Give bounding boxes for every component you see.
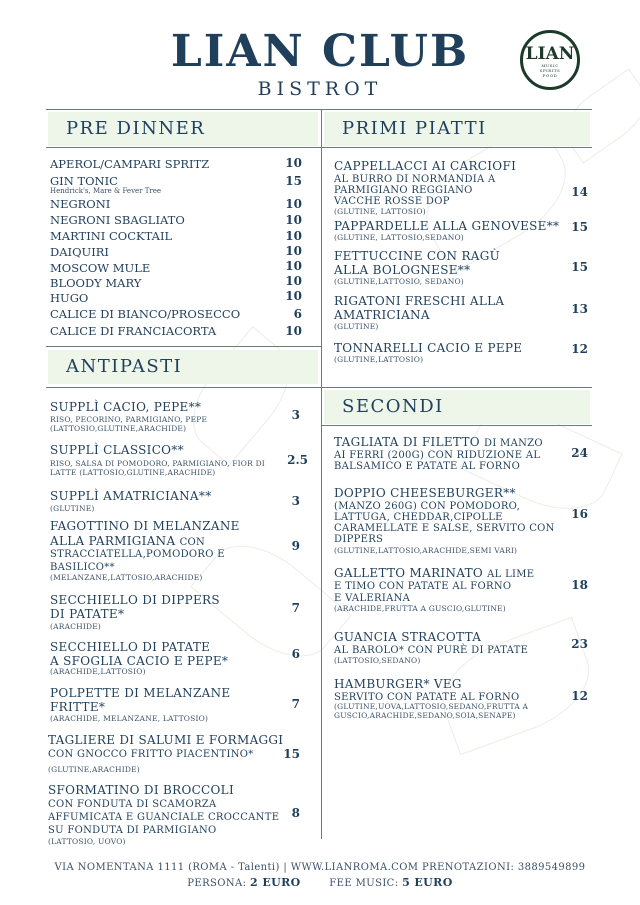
dish-price: 3 xyxy=(291,494,300,508)
leaf-decoration xyxy=(174,326,308,466)
logo-subtext: FOOD xyxy=(542,73,558,78)
dish-allergens: (GLUTINE) xyxy=(334,322,379,331)
dish-name: SUPPLÌ CLASSICO** xyxy=(50,443,184,457)
dish-subtitle: LATTUGA, CHEDDAR,CIPOLLE xyxy=(334,512,503,523)
dish-subtitle: SU FONDUTA DI PARMIGIANO xyxy=(48,825,217,836)
section-heading-antipasti: ANTIPASTI xyxy=(48,350,318,384)
persona-value: 2 EURO xyxy=(250,876,301,889)
dish-allergens: (GLUTINE, LATTOSIO,SEDANO) xyxy=(334,233,464,242)
dish-subtitle: AFFUMICATA E GUANCIALE CROCCANTE xyxy=(48,812,280,823)
divider xyxy=(322,387,592,388)
dish-allergens: (GLUTINE,ARACHIDE) xyxy=(48,765,140,774)
dish-name: TAGLIERE DI SALUMI E FORMAGGI xyxy=(48,733,284,747)
dish-price: 9 xyxy=(291,539,300,553)
fee-value: 5 EURO xyxy=(402,876,453,889)
dish-subtitle: BALSAMICO E PATATE AL FORNO xyxy=(334,461,521,472)
dish-name: DOPPIO CHEESEBURGER** xyxy=(334,486,516,500)
dish-subtitle: E TIMO CON PATATE AL FORNO xyxy=(334,581,512,592)
logo-subtext: MUSIC xyxy=(541,63,559,68)
dish-price: 13 xyxy=(571,302,588,316)
dish-allergens: (LATTOSIO,SEDANO) xyxy=(334,656,421,665)
dish-price: 24 xyxy=(571,446,588,460)
dish-subtitle: VACCHE ROSSE DOP xyxy=(334,196,450,207)
drink-name: DAIQUIRI xyxy=(50,245,109,259)
logo xyxy=(520,30,580,90)
dish-subtitle: AL BAROLO* CON PURÈ DI PATATE xyxy=(334,645,529,656)
dish-name-extra: DI MANZO xyxy=(484,438,543,449)
dish-name: FETTUCCINE CON RAGÙ xyxy=(334,249,501,263)
dish-name: CAPPELLACCI AI CARCIOFI xyxy=(334,159,517,173)
dish-allergens: (GLUTINE,UOVA,LATTOSIO,SEDANO,FRUTTA A GUSCIO,ARACHIDE,SEDANO,SOIA,SENAPE) xyxy=(334,702,529,720)
dish-allergens: (GLUTINE,LATTOSIO,ARACHIDE,SEMI VARI) xyxy=(334,546,518,555)
dish-name: SUPPLÌ CACIO, PEPE** xyxy=(50,400,202,414)
dish-price: 15 xyxy=(283,747,300,761)
divider xyxy=(322,425,592,426)
dish-name xyxy=(50,535,205,549)
drink-name: NEGRONI xyxy=(50,197,111,211)
dish-price: 7 xyxy=(291,601,300,615)
dish-name-line: ALLA PARMIGIANA xyxy=(50,534,176,548)
dish-subtitle: CON FONDUTA DI SCAMORZA xyxy=(48,799,217,810)
divider xyxy=(46,147,321,148)
dish-name: SECCHIELLO DI DIPPERS xyxy=(50,593,220,607)
drink-name: CALICE DI BIANCO/PROSECCO xyxy=(50,307,241,321)
dish-subtitle: SERVITO CON PATATE AL FORNO xyxy=(334,692,520,703)
dish-allergens: (ARACHIDE,LATTOSIO) xyxy=(50,667,146,676)
divider xyxy=(46,109,592,110)
dish-price: 14 xyxy=(571,185,588,199)
dish-name: ALLA BOLOGNESE** xyxy=(334,263,471,277)
divider xyxy=(322,147,592,148)
dish-price: 8 xyxy=(291,806,300,820)
dish-description: RISO, PECORINO, PARMIGIANO, PEPE xyxy=(50,415,208,424)
drink-price: 10 xyxy=(285,197,302,211)
drink-name: APEROL/CAMPARI SPRITZ xyxy=(50,157,210,171)
dish-subtitle: BASILICO** xyxy=(50,562,115,573)
dish-subtitle: AI FERRI (200G) CON RIDUZIONE AL xyxy=(334,450,541,461)
dish-name: GUANCIA STRACOTTA xyxy=(334,630,482,644)
fee-label: FEE MUSIC: xyxy=(329,878,399,889)
drink-price: 10 xyxy=(285,324,302,338)
drink-note: Hendrick's, Mare & Fever Tree xyxy=(50,187,162,195)
dish-price: 16 xyxy=(571,507,588,521)
drink-name: MARTINI COCKTAIL xyxy=(50,229,173,243)
dish-price: 18 xyxy=(571,578,588,592)
dish-price: 2.5 xyxy=(287,453,308,467)
dish-allergens: (GLUTINE,LATTOSIO, SEDANO) xyxy=(334,277,464,286)
drink-price: 10 xyxy=(285,244,302,258)
logo-text: LIAN xyxy=(525,44,575,64)
dish-name: HAMBURGER* VEG xyxy=(334,677,462,691)
divider xyxy=(46,387,321,388)
dish-name: A SFOGLIA CACIO E PEPE* xyxy=(50,654,229,668)
column-divider xyxy=(321,109,322,839)
dish-name: DI PATATE* xyxy=(50,607,125,621)
dish-price: 15 xyxy=(571,260,588,274)
dish-subtitle: PARMIGIANO REGGIANO xyxy=(334,185,473,196)
section-heading-primi: PRIMI PIATTI xyxy=(324,112,590,146)
dish-subtitle: CON GNOCCO FRITTO PIACENTINO* xyxy=(48,749,254,760)
divider xyxy=(46,346,321,347)
drink-price: 10 xyxy=(285,259,302,273)
dish-subtitle: E VALERIANA xyxy=(334,593,411,604)
dish-subtitle: DIPPERS xyxy=(334,534,384,545)
footer-fees xyxy=(0,876,640,889)
dish-price: 12 xyxy=(571,689,588,703)
drink-name: NEGRONI SBAGLIATO xyxy=(50,213,185,227)
dish-allergens: (GLUTINE, LATTOSIO) xyxy=(334,207,426,216)
dish-name xyxy=(334,436,543,450)
dish-name-extra: AL LIME xyxy=(487,569,535,580)
drink-price: 10 xyxy=(285,229,302,243)
dish-allergens: (ARACHIDE) xyxy=(50,622,102,631)
dish-subtitle: STRACCIATELLA,POMODORO E xyxy=(50,549,225,560)
dish-name: TONNARELLI CACIO E PEPE xyxy=(334,341,523,355)
restaurant-subtitle: BISTROT xyxy=(257,78,383,100)
dish-name: SUPPLÌ AMATRICIANA** xyxy=(50,489,212,503)
dish-name: FRITTE* xyxy=(50,700,106,714)
section-heading-pre-dinner: PRE DINNER xyxy=(48,112,318,146)
dish-description: RISO, SALSA DI POMODORO, PARMIGIANO, FIOR DI LATTE (LATTOSIO,GLUTINE,ARACHIDE) xyxy=(50,459,265,477)
dish-price: 7 xyxy=(291,697,300,711)
dish-name: SFORMATINO DI BROCCOLI xyxy=(48,783,234,797)
dish-price: 3 xyxy=(291,408,300,422)
drink-name: GIN TONIC xyxy=(50,174,118,188)
dish-name: POLPETTE DI MELANZANE xyxy=(50,686,231,700)
dish-subtitle: (MANZO 260G) CON POMODORO, xyxy=(334,501,521,512)
dish-price: 15 xyxy=(571,220,588,234)
drink-name: CALICE DI FRANCIACORTA xyxy=(50,324,217,338)
dish-name: FAGOTTINO DI MELANZANE xyxy=(50,519,240,533)
persona-label: PERSONA: xyxy=(187,878,247,889)
footer-contact: VIA NOMENTANA 1111 (ROMA - Talenti) | WWW.LIANROMA.COM PRENOTAZIONI: 3889549899 xyxy=(54,862,586,873)
drink-name: BLOODY MARY xyxy=(50,276,142,290)
dish-subtitle: CARAMELLATE E SALSE, SERVITO CON xyxy=(334,523,555,534)
dish-name-extra: CON xyxy=(179,537,206,548)
dish-subtitle: AL BURRO DI NORMANDIA A xyxy=(334,174,496,185)
section-heading-secondi: SECONDI xyxy=(324,390,590,424)
dish-name: PAPPARDELLE ALLA GENOVESE** xyxy=(334,219,560,233)
dish-name-line: GALLETTO MARINATO xyxy=(334,566,484,580)
dish-allergens: (MELANZANE,LATTOSIO,ARACHIDE) xyxy=(50,573,203,582)
drink-price: 15 xyxy=(285,174,302,188)
dish-name: AMATRICIANA xyxy=(334,308,430,322)
drink-name: MOSCOW MULE xyxy=(50,261,151,275)
dish-price: 23 xyxy=(571,637,588,651)
dish-allergens: (ARACHIDE,FRUTTA A GUSCIO,GLUTINE) xyxy=(334,604,506,613)
dish-allergens: (LATTOSIO,GLUTINE,ARACHIDE) xyxy=(50,424,187,433)
drink-price: 10 xyxy=(285,289,302,303)
drink-price: 10 xyxy=(285,156,302,170)
drink-name: HUGO xyxy=(50,291,89,305)
logo-subtext: SPIRITS xyxy=(539,68,561,73)
restaurant-title: LIAN CLUB xyxy=(170,26,470,77)
drink-price: 6 xyxy=(293,307,302,321)
drink-price: 10 xyxy=(285,213,302,227)
dish-name-line: TAGLIATA DI FILETTO xyxy=(334,435,480,449)
drink-price: 10 xyxy=(285,274,302,288)
dish-allergens: (GLUTINE) xyxy=(50,504,95,513)
dish-price: 6 xyxy=(291,647,300,661)
dish-allergens: (GLUTINE,LATTOSIO) xyxy=(334,355,424,364)
dish-name xyxy=(334,567,534,581)
dish-price: 12 xyxy=(571,342,588,356)
dish-allergens: (ARACHIDE, MELANZANE, LATTOSIO) xyxy=(50,714,209,723)
dish-name: RIGATONI FRESCHI ALLA xyxy=(334,294,505,308)
dish-allergens: (LATTOSIO, UOVO) xyxy=(48,837,126,846)
dish-name: SECCHIELLO DI PATATE xyxy=(50,640,211,654)
